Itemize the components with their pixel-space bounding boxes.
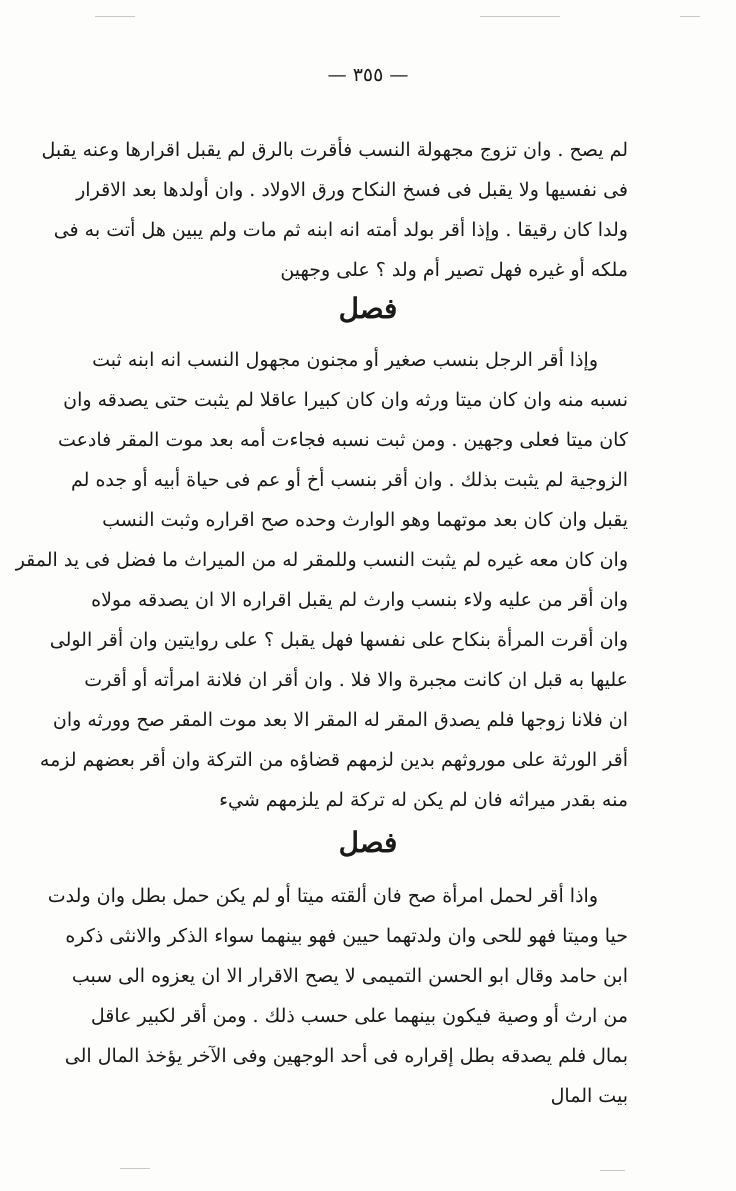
text-line: وان كان معه غيره لم يثبت النسب وللمقر له من الميراث ما فضل فى يد المقر [15, 549, 628, 571]
text-line: بمال فلم يصدقه بطل إقراره فى أحد الوجهين وفى الآخر يؤخذ المال الى [64, 1045, 628, 1067]
scan-speck [95, 16, 135, 17]
text-line: بيت المال [550, 1085, 628, 1107]
text-line: واذا أقر لحمل امرأة صح فان ألقته ميتا أو لم يكن حمل بطل وان ولدت [47, 885, 598, 907]
text-line: وان أقر من عليه ولاء بنسب وارث لم يقبل اقراره الا ان يصدقه مولاه [91, 589, 628, 611]
text-line: منه بقدر ميراثه فان لم يكن له تركة لم يلزمهم شيء [219, 789, 628, 811]
section-paragraph [15, 340, 628, 820]
text-line: من ارث أو وصية فيكون بينهما على حسب ذلك . ومن أقر لكبير عاقل [90, 1005, 628, 1027]
text-line: أقر الورثة على موروثهم بدين لزمهم قضاؤه من التركة وان أقر بعضهم لزمه [39, 749, 628, 771]
text-line: فى نفسيها ولا يقبل فى فسخ النكاح ورق الاولاد . وان أولدها بعد الاقرار [76, 179, 628, 201]
text-line: ولدا كان رقيقا . وإذا أقر بولد أمته انه ابنه ثم مات ولم يبين هل أتت به فى [53, 219, 628, 241]
section-heading: فصل [338, 826, 398, 859]
section-paragraph [47, 876, 628, 1116]
text-line: عليها به قبل ان كانت مجبرة والا فلا . وان أقر ان فلانة امرأته أو أقرت [84, 669, 628, 691]
scan-speck [600, 1170, 625, 1171]
text-line: وإذا أقر الرجل بنسب صغير أو مجنون مجهول النسب انه ابنه ثبت [92, 349, 598, 371]
text-line: نسبه منه وان كان ميتا ورثه وان كان كبيرا عاقلا لم يثبت حتى يصدقه وان [63, 389, 628, 411]
text-line: كان ميتا فعلى وجهين . ومن ثبت نسبه فجاءت أمه بعد موت المقر فادعت [57, 429, 628, 451]
scan-speck [480, 16, 560, 17]
section-heading: فصل [338, 292, 398, 325]
paragraph-continuation [41, 130, 628, 290]
scan-speck [680, 16, 700, 17]
text-line: الزوجية لم يثبت بذلك . وان أقر بنسب أخ أو عم فى حياة أبيه أو جده لم [70, 469, 628, 491]
text-line: ملكه أو غيره فهل تصير أم ولد ؟ على وجهين [280, 259, 628, 281]
text-line: لم يصح . وان تزوج مجهولة النسب فأقرت بالرق لم يقبل اقرارها وعنه يقبل [41, 139, 628, 161]
text-line: ان فلانا زوجها فلم يصدق المقر له المقر الا بعد موت المقر صح وورثه وان [52, 709, 628, 731]
text-line: وان أقرت المرأة بنكاح على نفسها فهل يقبل ؟ على روايتين وان أقر الولى [49, 629, 628, 651]
page-number: — ٣٥٥ — [327, 64, 409, 86]
text-line: ابن حامد وقال ابو الحسن التميمى لا يصح الاقرار الا ان يعزوه الى سبب [71, 965, 628, 987]
text-line: يقبل وان كان بعد موتهما وهو الوارث وحده صح اقراره وثبت النسب [102, 509, 628, 531]
scan-speck [120, 1168, 150, 1169]
text-line: حيا وميتا فهو للحى وان ولدتهما حيين فهو بينهما سواء الذكر والانثى ذكره [65, 925, 628, 947]
